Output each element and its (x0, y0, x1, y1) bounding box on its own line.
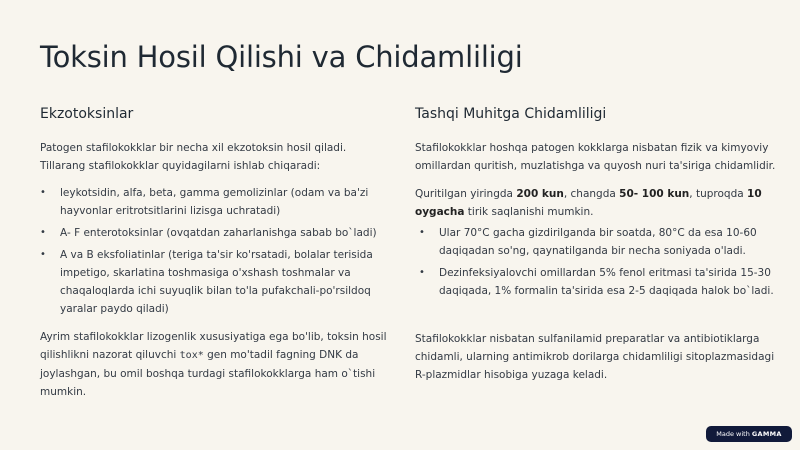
bullet-icon: • (40, 227, 46, 238)
survival-text: tirik saqlanishi mumkin. (464, 206, 594, 218)
list-item-text: A- F enterotoksinlar (ovqatdan zaharlanishga sabab bo`ladi) (60, 227, 377, 239)
page-title: Toksin Hosil Qilishi va Chidamliligi (40, 40, 523, 74)
survival-value: 50- 100 kun (619, 188, 690, 200)
lysogeny-text-end: gen mo'tadil fagning DNK da joylashgan, bu omil boshqa turdagi stafilokokklarga ham o`tishi mumkin. (40, 349, 376, 398)
left-heading: Ekzotoksinlar (40, 106, 134, 122)
survival-value: 200 kun (516, 188, 564, 200)
list-item-text: Dezinfeksiyalovchi omillardan 5% fenol eritmasi ta'sirida 15-30 daqiqada, 1% formalin ta'sirida esa 2-5 daqiqada halok bo`ladi. (439, 267, 774, 297)
left-column (40, 106, 390, 401)
bullet-icon: • (40, 249, 46, 260)
survival-paragraph (415, 185, 780, 221)
list-item (419, 264, 780, 300)
bullet-icon: • (419, 267, 425, 278)
survival-text: , changda (563, 188, 620, 200)
survival-text: Quritilgan yiringda (415, 188, 517, 200)
right-column (415, 106, 780, 384)
right-heading: Tashqi Muhitga Chidamliligi (415, 106, 607, 122)
bullet-icon: • (419, 227, 425, 238)
gamma-logo: GAMMA (751, 430, 782, 438)
tox-gene-code: tox* (179, 350, 204, 361)
list-item (40, 184, 390, 220)
right-bullet-list (419, 224, 780, 300)
list-item-text: leykotsidin, alfa, beta, gamma gemolizinlar (odam va ba'zi hayvonlar eritrotsitlarini lizisga uchratadi) (60, 187, 369, 217)
list-item (40, 246, 390, 318)
made-with-gamma-badge[interactable] (706, 426, 792, 442)
list-item-text: Ular 70°C gacha gizdirilganda bir soatda, 80°C da esa 10-60 daqiqadan so'ng, qaynatilganda bir necha soniyada o'ladi. (439, 227, 757, 257)
list-item (419, 224, 780, 260)
bullet-icon: • (40, 187, 46, 198)
lysogeny-text-start: Ayrim stafilokokklar lizogenlik xususiyatiga ega bo'lib, toksin hosil qilishlikni nazorat qiluvchi (40, 331, 387, 361)
badge-prefix: Made with (716, 430, 752, 438)
survival-value: 10 oygacha (415, 188, 762, 218)
list-item (40, 224, 390, 242)
closing-paragraph: Stafilokokklar nisbatan sulfanilamid preparatlar va antibiotiklarga chidamli, ularning antimikrob dorilarga chidamliligi sitoplazmasidagi R-plazmidlar hisobiga yuzaga keladi. (415, 333, 775, 381)
survival-text: , tuproqda (689, 188, 748, 200)
left-intro: Patogen stafilokokklar bir necha xil ekzotoksin hosil qiladi. Tillarang stafilokokklar quyidagilarni ishlab chiqaradi: (40, 142, 347, 172)
right-intro: Stafilokokklar hoshqa patogen kokklarga nisbatan fizik va kimyoviy omillardan quritish, muzlatishga va quyosh nuri ta'siriga chidamlidir. (415, 142, 776, 172)
lysogeny-paragraph (40, 328, 390, 401)
list-item-text: A va B eksfoliatinlar (teriga ta'sir ko'rsatadi, bolalar terisida impetigo, skarlatina toshmasiga o'xshash toshmalar va chaqaloqlarda ichi suyuqlik bilan to'la pufakchali-po'rsildoq yaralar paydo qiladi) (60, 249, 373, 315)
left-bullet-list (40, 184, 390, 318)
